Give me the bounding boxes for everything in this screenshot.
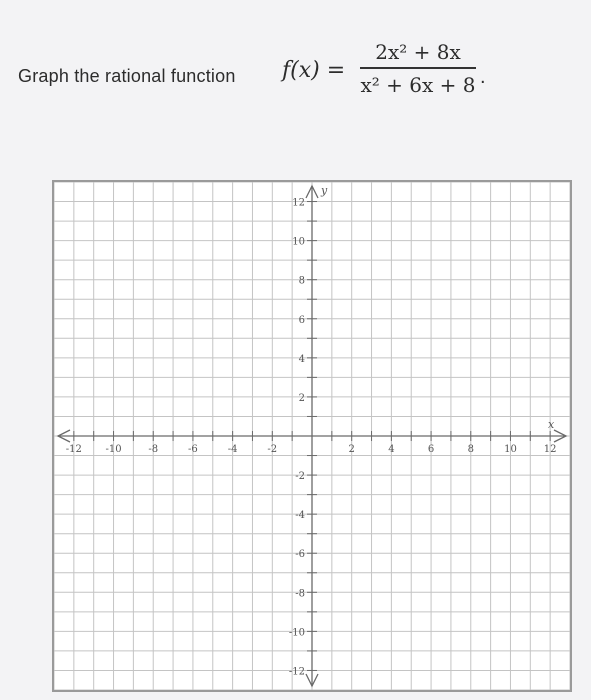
x-tick-label: -4 [227,444,238,455]
x-axis-label: x [548,418,555,431]
y-tick-label: 12 [292,197,305,209]
denominator: x² + 6x + 8 [360,73,476,97]
x-tick-label: 6 [427,444,435,455]
y-tick-label: 6 [298,314,305,326]
x-tick-label: 8 [467,444,474,455]
y-tick-label: 10 [292,236,305,248]
y-tick-label: -12 [288,666,305,678]
x-tick-label: -8 [148,444,159,455]
y-tick-label: 2 [298,392,305,404]
period: . [480,66,486,88]
numerator: 2x² + 8x [375,40,461,64]
graph-panel[interactable] [52,180,572,692]
x-tick-label: 4 [388,444,395,455]
function-name: f(x) = [282,58,346,83]
y-tick-label: -4 [295,510,305,522]
y-tick-label: -6 [295,549,305,561]
coordinate-grid[interactable] [54,182,570,690]
y-tick-label: -2 [295,471,305,483]
x-tick-label: 12 [543,444,557,455]
x-tick-label: 2 [348,444,355,455]
rational-expression [360,40,476,97]
x-tick-label: -10 [105,444,122,455]
x-tick-label: -12 [65,444,82,455]
problem-prompt: Graph the rational function [18,66,236,86]
fraction-bar [360,67,476,69]
x-tick-label: 10 [504,444,517,455]
y-tick-label: 8 [298,275,305,287]
problem-statement [18,40,578,120]
x-tick-label: -6 [188,444,198,455]
x-tick-label: -2 [267,444,278,455]
y-tick-label: 4 [298,353,305,365]
y-tick-label: -10 [288,627,305,639]
y-tick-label: -8 [295,588,305,600]
y-axis-label: y [321,184,328,197]
